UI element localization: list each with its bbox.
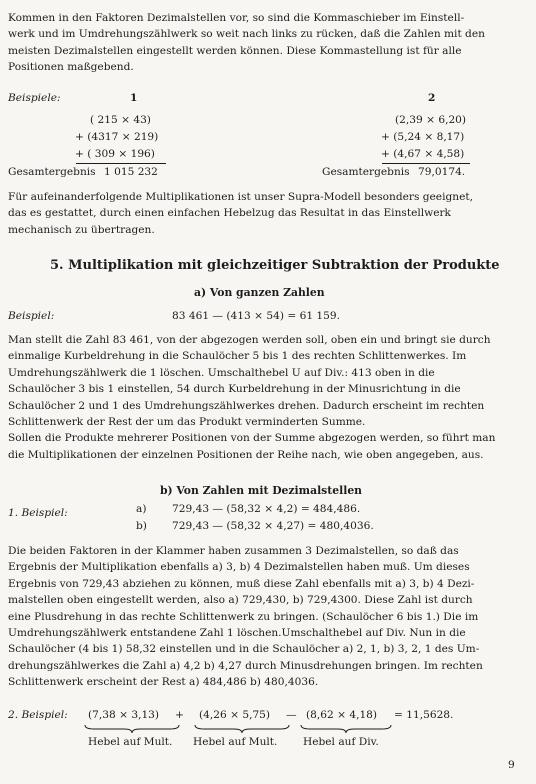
example-label: Beispiel: [8, 310, 55, 322]
example2-row: + (4,67 × 4,58) [381, 148, 465, 160]
text-line: Ergebnis der Multiplikation ebenfalls a) 3, b) 4 Dezimalstellen haben muß. Um dieses [8, 561, 470, 574]
example1-a-formula: 729,43 — (58,32 × 4,2) = 484,486. [172, 503, 361, 515]
text-line: malstellen oben eingestellt werden, also a) 729,430, b) 729,4300. Diese Zahl ist durch [8, 594, 473, 607]
example2-label: 2. Beispiel: [8, 709, 68, 721]
paragraph-a [8, 332, 528, 463]
text-line: Kommen in den Faktoren Dezimalstellen vor, so sind die Kommaschieber im Einstell- [8, 12, 465, 24]
subheading-b: b) Von Zahlen mit Dezimalstellen [160, 484, 363, 497]
text-line: Umdrehungszählwerk entstandene Zahl 1 löschen.Umschalthebel auf Div. Nun in die [8, 627, 466, 640]
subheading-a: a) Von ganzen Zahlen [194, 286, 325, 299]
text-line: Ergebnis von 729,43 abziehen zu können, muß diese Zahl ebenfalls mit a) 3, b) 4 Dezi- [8, 577, 475, 590]
total-value-2: 79,0174. [418, 166, 466, 178]
examples-label: Beispiele: [8, 92, 61, 104]
example1-label: 1. Beispiel: [8, 507, 68, 519]
text-line: mechanisch zu übertragen. [8, 223, 155, 236]
example2-operator-plus: + [175, 709, 184, 721]
text-line: Schlittenwerk erscheint der Rest a) 484,486 b) 480,4036. [8, 676, 319, 689]
page-number: 9 [508, 759, 515, 771]
text-line: Schaulöcher 2 und 1 des Umdrehungszählwerkes drehen. Dadurch erscheint im rechten [8, 399, 485, 412]
sum-rule [76, 163, 166, 164]
example2-term-2: (4,26 × 5,75) [199, 709, 271, 721]
supra-paragraph [8, 189, 528, 238]
sum-rule [382, 163, 470, 164]
total-label-1: Gesamtergebnis [8, 166, 96, 178]
example1-b-formula: 729,43 — (58,32 × 4,27) = 480,4036. [172, 520, 374, 532]
example2-term-1: (7,38 × 3,13) [88, 709, 160, 721]
text-line: Die beiden Faktoren in der Klammer haben zusammen 3 Dezimalstellen, so daß das [8, 545, 459, 557]
example2-row: (2,39 × 6,20) [395, 114, 467, 126]
text-line: werk und im Umdrehungszählwerk so weit nach links zu rücken, daß die Zahlen mit den [8, 28, 485, 41]
example-number-1: 1 [130, 92, 138, 104]
example2-term-3: (8,62 × 4,18) [306, 709, 378, 721]
example1-row: ( 215 × 43) [90, 114, 151, 126]
total-label-2: Gesamtergebnis [322, 166, 410, 178]
text-line: Umdrehungszählwerk die 1 löschen. Umschalthebel U auf Div.: 413 oben in die [8, 366, 435, 379]
intro-paragraph [8, 10, 528, 76]
example1-row: + (4317 × 219) [75, 131, 159, 143]
text-line: eine Plusdrehung in das rechte Schlittenwerk zu bringen. (Schaulöcher 6 bis 1.) Die im [8, 610, 479, 623]
example1-a-key: a) [136, 503, 147, 515]
section-heading: 5. Multiplikation mit gleichzeitiger Subtraktion der Produkte [50, 258, 500, 273]
total-value-1: 1 015 232 [104, 166, 158, 178]
text-line: Man stellt die Zahl 83 461, von der abgezogen werden soll, oben ein und bringt sie durch [8, 334, 491, 346]
underbrace [300, 724, 392, 734]
underbrace [194, 724, 290, 734]
example2-result: = 11,5628. [394, 709, 454, 721]
text-line: die Multiplikationen der einzelnen Positionen der Reihe nach, wie oben angegeben, aus. [8, 448, 484, 461]
text-line: einmalige Kurbeldrehung in die Schaulöcher 5 bis 1 des rechten Schlittenwerkes. Im [8, 350, 467, 363]
text-line: das es gestattet, durch einen einfachen Hebelzug das Resultat in das Einstellwerk [8, 207, 451, 220]
lever-label-3: Hebel auf Div. [303, 736, 379, 748]
text-line: drehungszählwerkes die Zahl a) 4,2 b) 4,27 durch Minusdrehungen bringen. Im rechten [8, 659, 483, 672]
underbrace [84, 724, 180, 734]
example1-b-key: b) [136, 520, 147, 532]
example1-row: + ( 309 × 196) [75, 148, 155, 160]
example-number-2: 2 [428, 92, 436, 104]
example2-operator-minus: — [286, 709, 297, 721]
text-line: Sollen die Produkte mehrerer Positionen von der Summe abgezogen werden, so führt man [8, 432, 496, 445]
text-line: Positionen maßgebend. [8, 61, 134, 74]
lever-label-2: Hebel auf Mult. [193, 736, 278, 748]
text-line: Schlittenwerk der Rest der um das Produkt verminderten Summe. [8, 416, 366, 429]
paragraph-b [8, 543, 528, 691]
text-line: Schaulöcher 3 bis 1 einstellen, 54 durch Kurbeldrehung in der Minusrichtung in die [8, 383, 461, 396]
text-line: meisten Dezimalstellen eingestellt werden können. Diese Kommastellung ist für alle [8, 44, 462, 57]
text-line: Für aufeinanderfolgende Multiplikationen ist unser Supra-Modell besonders geeignet, [8, 191, 473, 203]
text-line: Schaulöcher (4 bis 1) 58,32 einstellen und in die Schaulöcher a) 2, 1, b) 3, 2, 1 des Um- [8, 643, 480, 656]
example-formula: 83 461 — (413 × 54) = 61 159. [172, 310, 341, 322]
example2-row: + (5,24 × 8,17) [381, 131, 465, 143]
lever-label-1: Hebel auf Mult. [88, 736, 173, 748]
